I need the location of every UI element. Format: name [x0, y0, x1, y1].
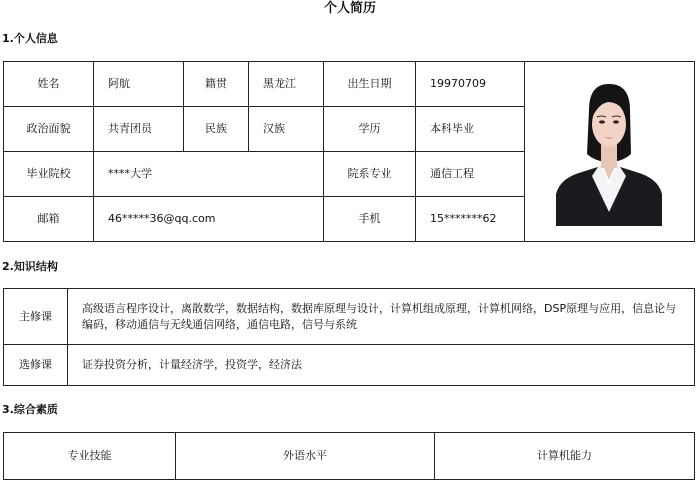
photo-cell — [525, 62, 695, 242]
political-status-label: 政治面貌 — [4, 107, 94, 152]
basic-info-table — [3, 61, 695, 242]
main-courses-value: 高级语言程序设计，离散数学，数据结构，数据库原理与设计，计算机组成原理，计算机网络，DSP原理与应用，信息论与编码，移动通信与无线通信网络，通信电路，信号与系统 — [68, 289, 695, 345]
school-label: 毕业院校 — [4, 152, 94, 197]
phone-value: 15*******62 — [416, 197, 525, 242]
phone-label: 手机 — [324, 197, 416, 242]
birth-date-label: 出生日期 — [324, 62, 416, 107]
birth-date-value: 19970709 — [416, 62, 525, 107]
name-label: 姓名 — [4, 62, 94, 107]
ethnicity-label: 民族 — [184, 107, 249, 152]
language-header: 外语水平 — [176, 433, 435, 480]
school-value: ****大学 — [94, 152, 324, 197]
elective-courses-label: 选修课 — [4, 345, 68, 386]
portrait-image — [556, 82, 662, 226]
main-courses-label: 主修课 — [4, 289, 68, 345]
ethnicity-value: 汉族 — [249, 107, 324, 152]
section-heading-basic-info: 1.个人信息 — [2, 32, 58, 45]
major-label: 院系专业 — [324, 152, 416, 197]
quality-table — [3, 432, 695, 480]
political-status-value: 共青团员 — [94, 107, 184, 152]
education-label: 学历 — [324, 107, 416, 152]
origin-value: 黑龙江 — [249, 62, 324, 107]
email-value: 46*****36@qq.com — [94, 197, 324, 242]
knowledge-table — [3, 288, 695, 386]
computer-header: 计算机能力 — [435, 433, 695, 480]
email-label: 邮箱 — [4, 197, 94, 242]
skills-header: 专业技能 — [4, 433, 176, 480]
origin-label: 籍贯 — [184, 62, 249, 107]
elective-courses-value: 证券投资分析，计量经济学，投资学，经济法 — [68, 345, 695, 386]
section-heading-quality: 3.综合素质 — [2, 403, 58, 416]
page-title: 个人简历 — [323, 1, 376, 16]
major-value: 通信工程 — [416, 152, 525, 197]
id-photo — [556, 82, 662, 226]
name-value: 阿航 — [94, 62, 184, 107]
education-value: 本科毕业 — [416, 107, 525, 152]
section-heading-knowledge: 2.知识结构 — [2, 260, 58, 273]
